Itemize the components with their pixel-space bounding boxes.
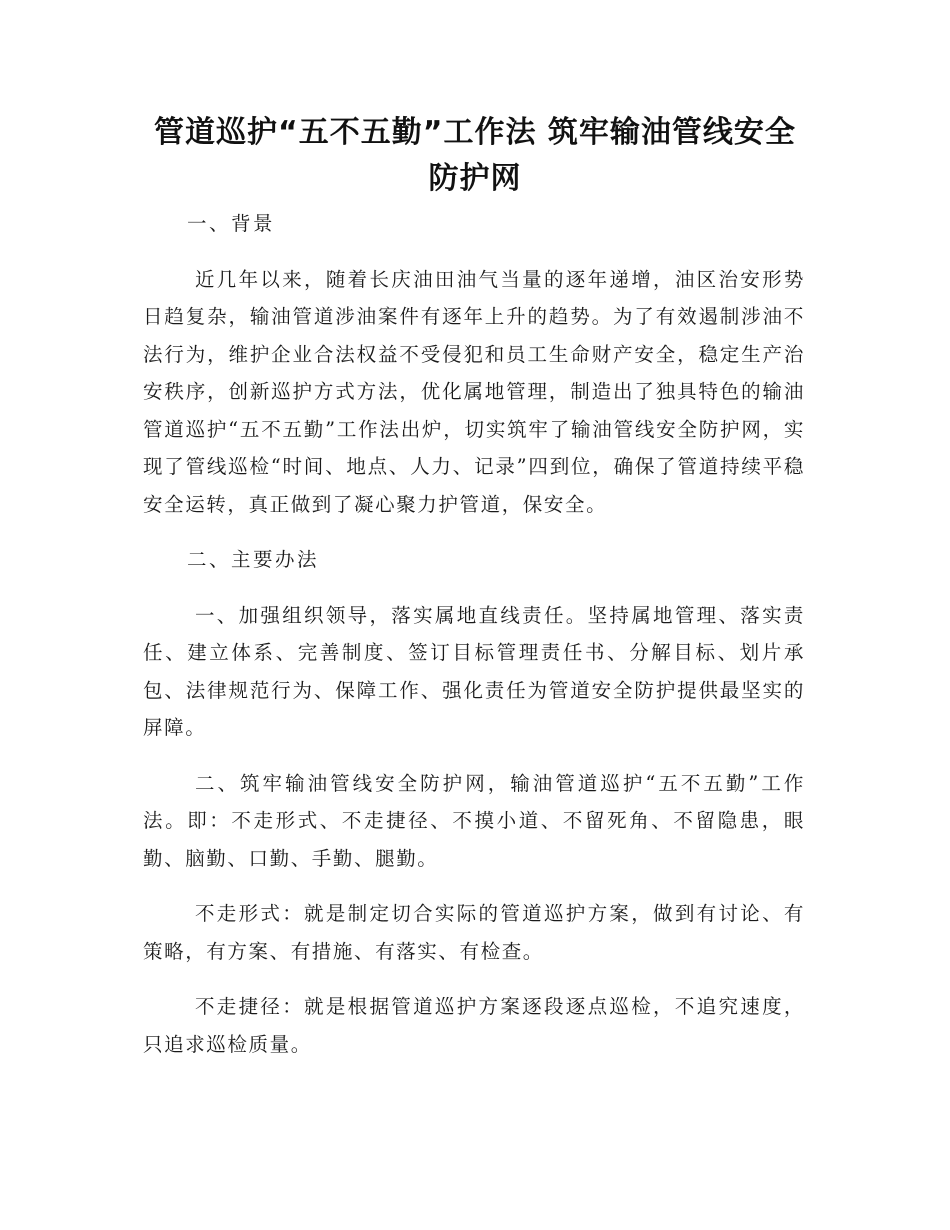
document-title: 管道巡护“五不五勤”工作法 筑牢输油管线安全防护网 [154,115,796,196]
paragraph-five-no-five-diligence: 二、筑牢输油管线安全防护网，输油管道巡护“五不五勤”工作法。即：不走形式、不走捷径、不摸小道、不留死角、不留隐患，眼勤、脑勤、口勤、手勤、腿勤。 [143,771,805,870]
paragraph-background: 近几年以来，随着长庆油田油气当量的逐年递增，油区治安形势日趋复杂，输油管道涉油案件有逐年上升的趋势。为了有效遏制涉油不法行为，维护企业合法权益不受侵犯和员工生命财产安全，稳定生产治安秩序，创新巡护方式方法，优化属地管理，制造出了独具特色的输油管道巡护“五不五勤”工作法出炉，切实筑牢了输油管线安全防护网，实现了管线巡检“时间、地点、人力、记录”四到位，确保了管道持续平稳安全运转，真正做到了凝心聚力护管道，保安全。 [143,267,805,516]
section-heading-main-methods: 二、主要办法 [187,548,320,571]
paragraph-organization-leadership: 一、加强组织领导，落实属地直线责任。坚持属地管理、落实责任、建立体系、完善制度、签订目标管理责任书、分解目标、划片承包、法律规范行为、保障工作、强化责任为管道安全防护提供最坚实的屏障。 [143,603,805,739]
section-heading-background: 一、背景 [187,212,276,235]
paragraph-no-shortcut: 不走捷径：就是根据管道巡护方案逐段逐点巡检，不追究速度，只追求巡检质量。 [143,995,805,1056]
paragraph-no-formality: 不走形式：就是制定切合实际的管道巡护方案，做到有讨论、有策略，有方案、有措施、有落实、有检查。 [143,902,805,963]
document-body [143,205,805,1081]
